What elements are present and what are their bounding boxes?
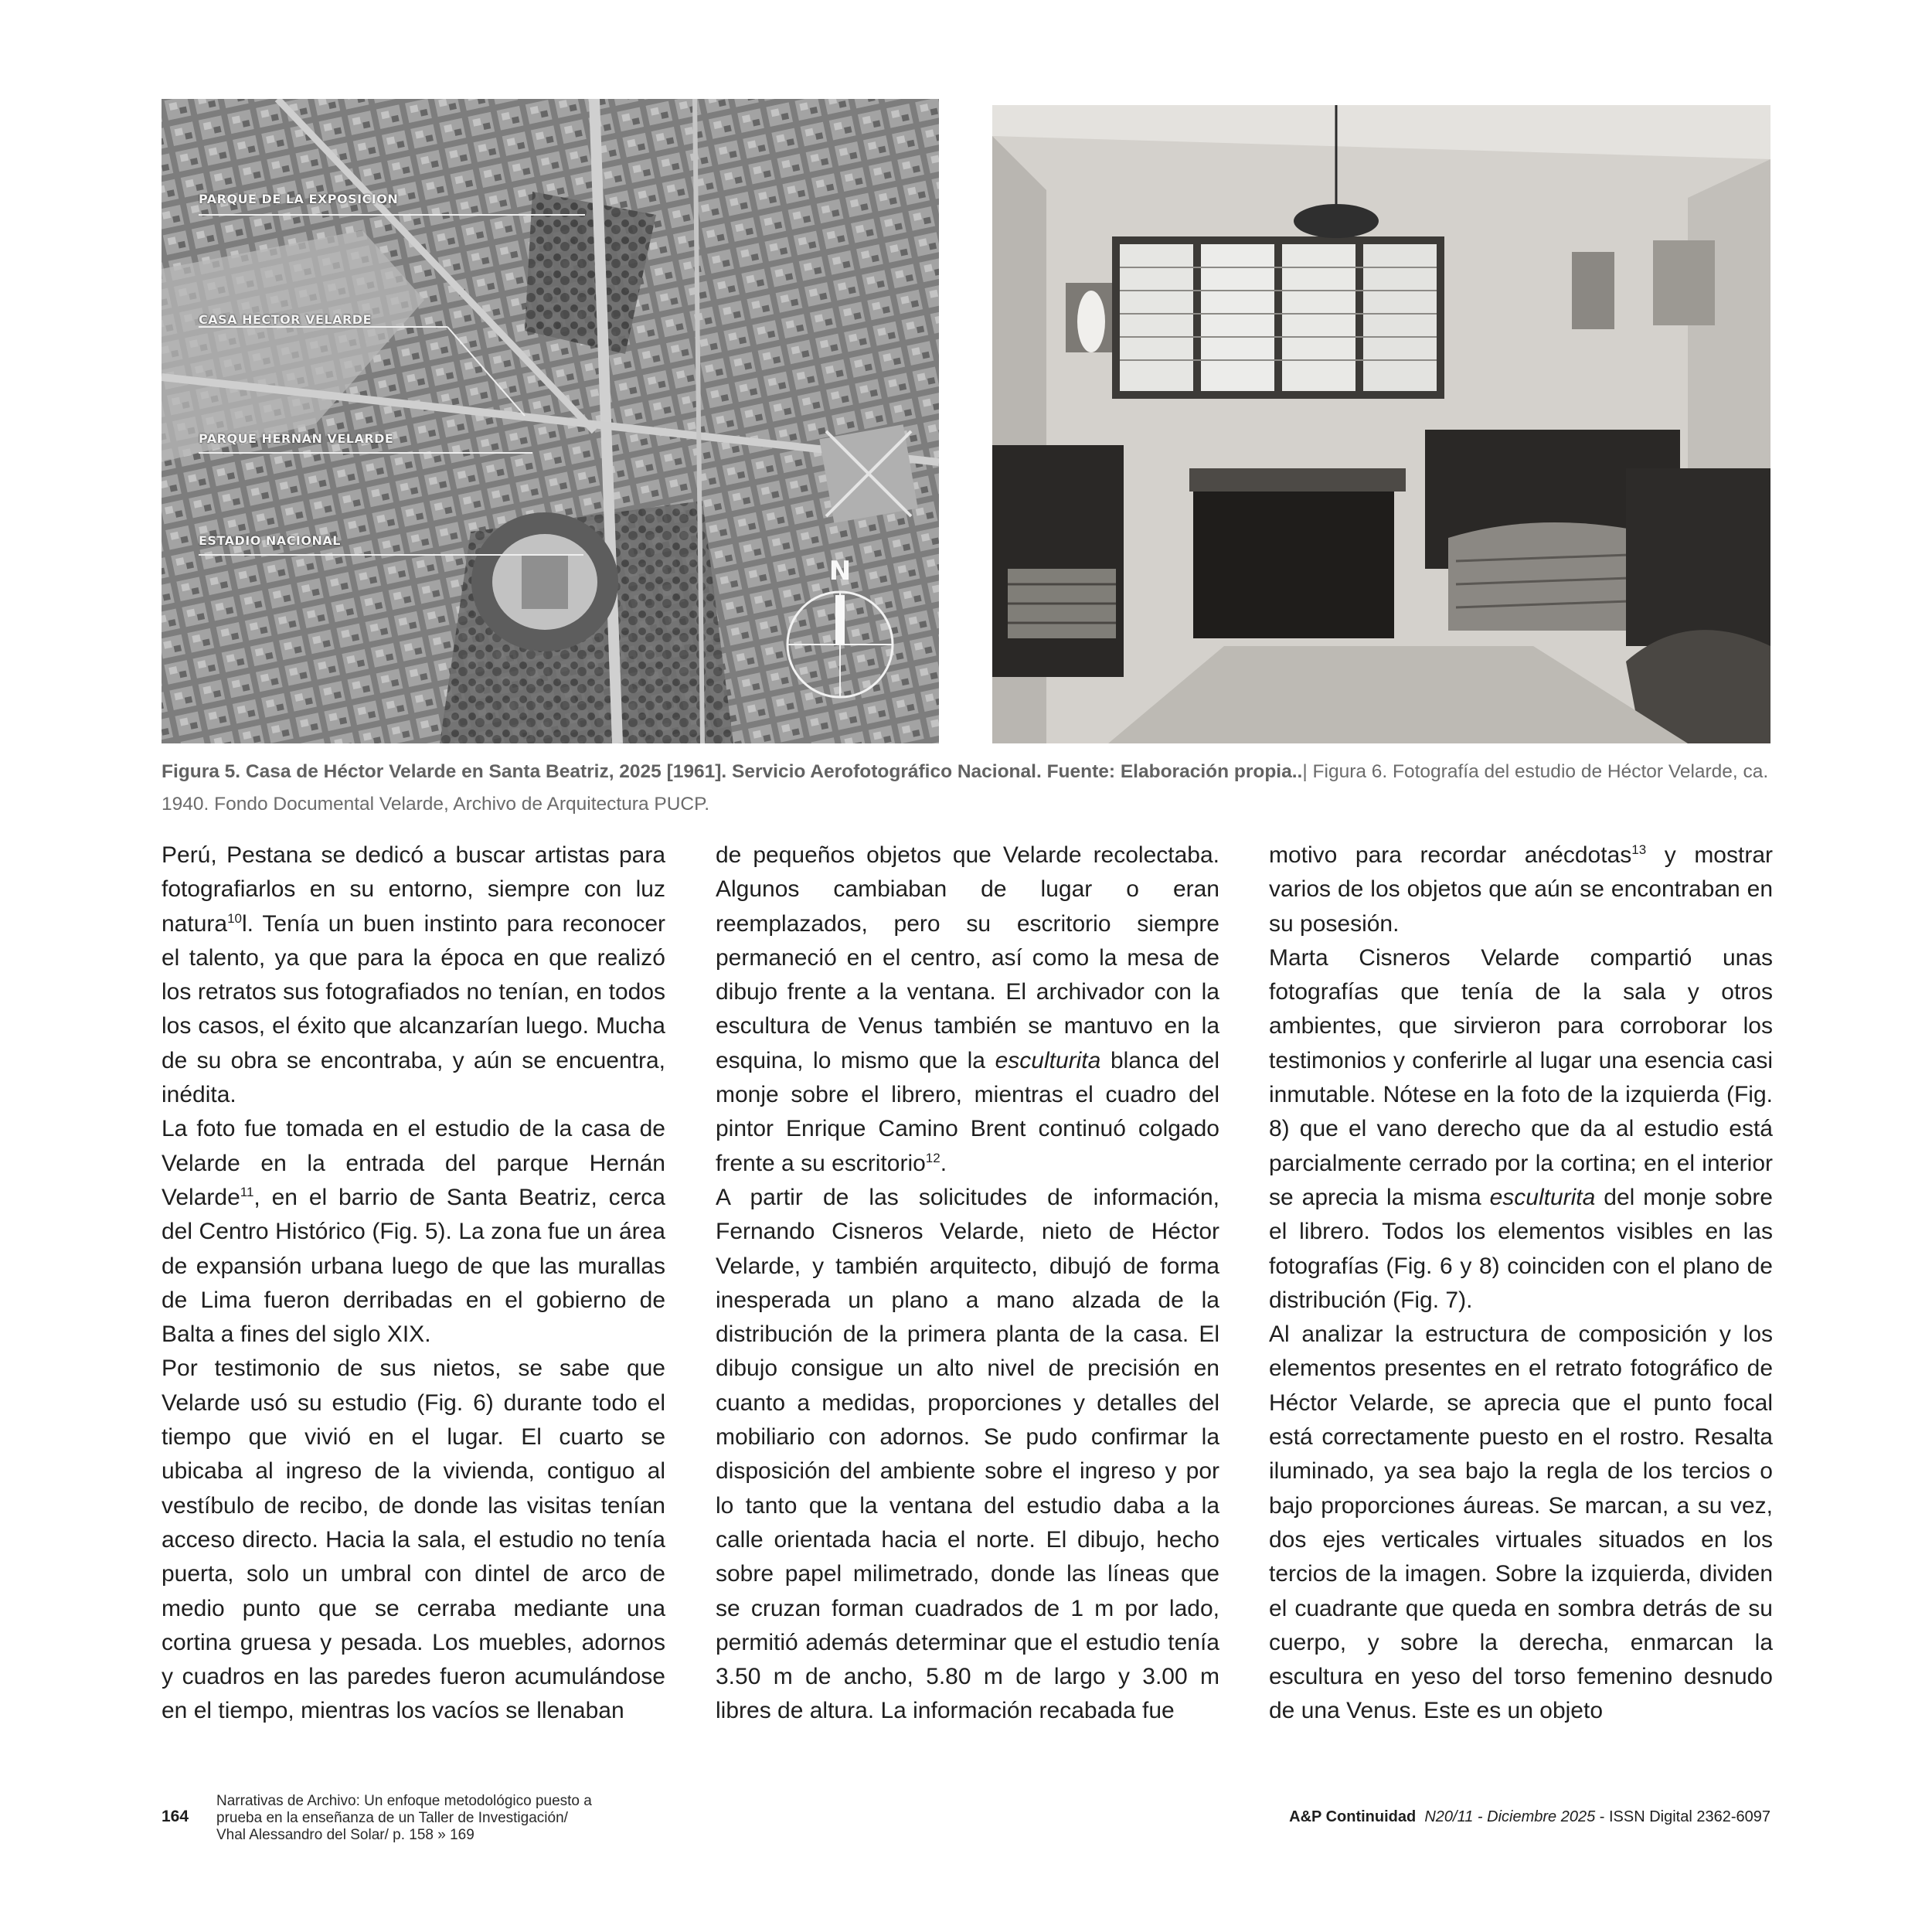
map-label-parque-hernan-velarde: PARQUE HERNAN VELARDE (199, 431, 394, 446)
map-label-parque-exposicion: PARQUE DE LA EXPOSICION (199, 192, 399, 206)
paragraph: Por testimonio de sus nietos, se sabe que Velarde usó su estudio (Fig. 6) durante todo el tiempo que vivió en el lugar. El cuarto se ubicaba al ingreso de la vivienda, contiguo al vestíbulo de recibo, de donde las visitas tenían acceso directo. Hacia la sala, el estudio no tenía puerta, solo un umbral con dintel de arco de medio punto que se cerraba mediante una cortina gruesa y pesada. Los muebles, adornos y cuadros en las paredes fueron acumulándose en el tiempo, mientras los vacíos se llenaban (162, 1355, 665, 1724)
footer-line: Narrativas de Archivo: Un enfoque metodológico puesto a (216, 1793, 592, 1809)
text: Perú, Pestana se dedicó a buscar artistas para fotografiarlos en su entorno, siempre con luz natura (162, 842, 665, 937)
footnote-ref: 13 (1631, 842, 1647, 857)
paragraph: A partir de las solicitudes de información, Fernando Cisneros Velarde, nieto de Héctor Velarde, y también arquitecto, dibujó de forma inesperada un plano a mano alzada de la distribución de la primera planta de la casa. El dibujo consigue un alto nivel de precisión en cuanto a medidas, proporciones y detalles del mobiliario con adornos. Se pudo confirmar la disposición del ambiente sobre el ingreso y por lo tanto que la ventana del estudio daba a la calle orientada hacia el norte. El dibujo, hecho sobre papel milimetrado, donde las líneas que se cruzan forman cuadrados de 1 m por lado, permitió además determinar que el estudio tenía 3.50 m de ancho, 5.80 m de largo y 3.00 m libres de altura. La información recabada fue (716, 1184, 1219, 1724)
paragraph (1269, 838, 1773, 941)
figure-6-study-photo (992, 105, 1770, 743)
italic-term: esculturita (1489, 1184, 1596, 1210)
journal-issn: - ISSN Digital 2362-6097 (1599, 1808, 1770, 1825)
footer-journal-info (1289, 1808, 1770, 1825)
text: , en el barrio de Santa Beatriz, cerca del Centro Histórico (Fig. 5). La zona fue un área de expansión urbana luego de que las murallas de Lima fueron derribadas en el gobierno de Balta a fines del siglo XIX. (162, 1184, 665, 1348)
footnote-ref: 12 (925, 1150, 940, 1165)
map-label-casa-velarde: CASA HECTOR VELARDE (199, 312, 372, 327)
figure-caption (162, 756, 1777, 821)
paragraph (1269, 941, 1773, 1318)
text: y mostrar varios de los objetos que aún se encontraban en su posesión. (1269, 842, 1773, 937)
journal-name: A&P Continuidad (1289, 1808, 1417, 1825)
italic-term: esculturita (995, 1047, 1101, 1073)
caption-figure-5: Figura 5. Casa de Héctor Velarde en Santa Beatriz, 2025 [1961]. Servicio Aerofotográfico Nacional. Fuente: Elaboración propia.. (162, 761, 1303, 782)
footer-line: prueba en la enseñanza de un Taller de Investigación/ (216, 1810, 568, 1826)
footer-article-info (216, 1793, 711, 1844)
journal-issue: N20/11 - Diciembre 2025 (1424, 1808, 1596, 1825)
text: de pequeños objetos que Velarde recolectaba. Algunos cambiaban de lugar o eran reemplazados, pero su escritorio siempre permaneció en el centro, así como la mesa de dibujo frente a la ventana. El archivador con la escultura de Venus también se mantuvo en la esquina, lo mismo que la (716, 842, 1219, 1073)
text: del monje sobre el librero. Todos los elementos visibles en las fotografías (Fig. 6 y 8) coinciden con el plano de distribución (Fig. 7). (1269, 1184, 1773, 1313)
text: Marta Cisneros Velarde compartió unas fotografías que tenía de la sala y otros ambientes, que sirvieron para corroborar los testimonios y conferirle al lugar una esencia casi inmutable. Nótese en la foto de la izquierda (Fig. 8) que el vano derecho que da al estudio está parcialmente cerrado por la cortina; en el interior se aprecia la misma (1269, 944, 1773, 1210)
north-arrow-icon (787, 592, 893, 697)
text-column-2 (716, 838, 1219, 1729)
north-label: N (828, 556, 852, 587)
footer-line: Vhal Alessandro del Solar/ p. 158 » 169 (216, 1827, 474, 1843)
text: l. Tenía un buen instinto para reconocer el talento, ya que para la época en que realizó los retratos sus fotografiados no tenían, en todos los casos, el éxito que alcanzarían luego. Mucha de su obra se encontraba, y aún se encuentra, inédita. (162, 910, 665, 1108)
page-number: 164 (162, 1808, 189, 1825)
text: motivo para recordar anécdotas (1269, 842, 1632, 868)
text-column-1 (162, 838, 665, 1729)
paragraph (162, 1112, 665, 1352)
paragraph (162, 838, 665, 1112)
text: La foto fue tomada en el estudio de la casa de Velarde en la entrada del parque Hernán Velarde (162, 1116, 665, 1210)
study-photo (992, 105, 1770, 743)
text: blanca del monje sobre el librero, mientras el cuadro del pintor Enrique Camino Brent continuó colgado frente a su escritorio (716, 1047, 1219, 1176)
map-label-estadio-nacional: ESTADIO NACIONAL (199, 533, 341, 548)
paragraph: Al analizar la estructura de composición y los elementos presentes en el retrato fotográfico de Héctor Velarde, se aprecia que el punto focal está correctamente puesto en el rostro. Resalta iluminado, ya sea bajo la regla de los tercios o bajo proporciones áureas. Se marcan, a su vez, dos ejes verticales virtuales situados en los tercios de la imagen. Sobre la izquierda, dividen el cuadrante que queda en sombra detrás de su cuerpo, y sobre la derecha, enmarcan la escultura en yeso del torso femenino desnudo de una Venus. Este es un objeto (1269, 1321, 1773, 1724)
figure-5-aerial-map (162, 99, 939, 743)
text: . (940, 1150, 947, 1176)
text-column-3 (1269, 838, 1773, 1729)
caption-figure-6: | Figura 6. Fotografía del estudio de Héctor Velarde, ca. 1940. Fondo Documental Velarde, Archivo de Arquitectura PUCP. (162, 761, 1769, 815)
paragraph (716, 838, 1219, 1181)
footnote-ref: 11 (240, 1184, 254, 1199)
footnote-ref: 10 (227, 910, 242, 926)
